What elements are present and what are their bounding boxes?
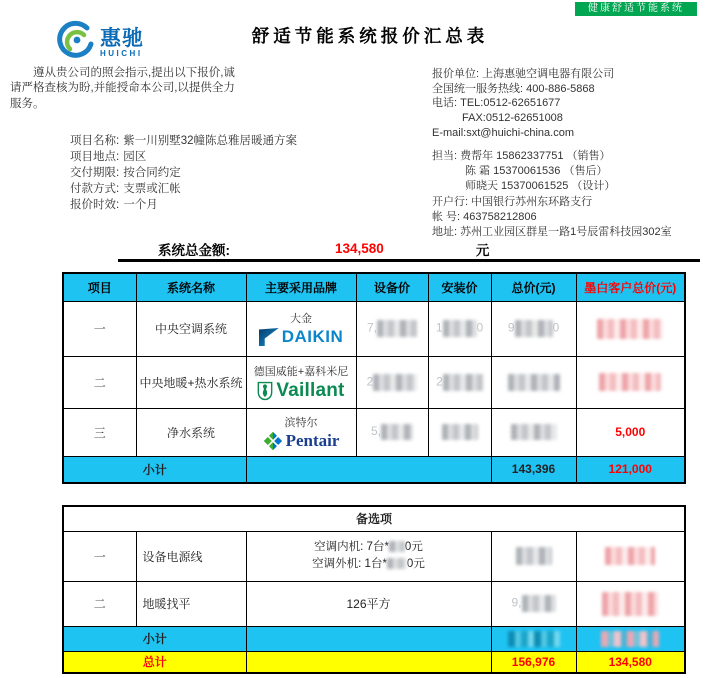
- subtotal-spacer: [246, 626, 491, 651]
- delivery-term-row: [70, 165, 297, 181]
- total-price-masked: [491, 356, 576, 408]
- project-location-row: [70, 149, 297, 165]
- brand-caption: 滨特尔: [284, 416, 318, 429]
- masked-value: [597, 319, 663, 339]
- device-price-masked: [356, 408, 428, 456]
- desc-line-indoor: [247, 539, 491, 556]
- table-row-hvac: [63, 301, 685, 356]
- masked-value: [508, 631, 560, 647]
- options-row-leveling: [63, 581, 685, 626]
- install-price-masked: [428, 356, 491, 408]
- masked-value: [373, 374, 417, 391]
- telephone: 电话: TEL:0512-62651677: [432, 97, 561, 110]
- project-info: [70, 133, 297, 213]
- daikin-wordmark: DAIKIN: [281, 327, 344, 346]
- options-title-row: [63, 506, 685, 531]
- system-total-strip: [118, 238, 700, 262]
- quote-validity-row: [70, 197, 297, 213]
- client-price-masked: [576, 581, 685, 626]
- table-header-row: [63, 273, 685, 301]
- system-name: 中央地暖+热水系统: [136, 356, 246, 408]
- account-number: 帐 号: 463758212806: [432, 210, 537, 223]
- health-banner: 健康舒适节能系统: [575, 2, 697, 16]
- price-fragment: 9: [507, 320, 515, 335]
- masked-value: [443, 320, 477, 337]
- company-address: 地址: 苏州工业园区群星一路1号辰雷科技园302室: [432, 225, 672, 238]
- device-price-masked: [356, 301, 428, 356]
- subtotal-client-total: 121,000: [576, 456, 685, 483]
- options-table: [62, 505, 686, 674]
- huichi-logo: [56, 20, 144, 65]
- client-price-masked: [576, 301, 685, 356]
- system-name: 净水系统: [136, 408, 246, 456]
- field-label: 付款方式:: [70, 183, 120, 196]
- bank-info: 开户行: 中国银行苏州东环路支行: [432, 195, 593, 208]
- contact-info: [432, 149, 672, 240]
- col-header-device-price: 设备价: [356, 273, 428, 301]
- col-header-brand: 主要采用品牌: [246, 273, 356, 301]
- client-price-masked: [576, 531, 685, 581]
- subtotal-client-masked: [576, 626, 685, 651]
- total-amount-label: 系统总金额:: [158, 242, 230, 258]
- brand-caption: 大金: [290, 313, 312, 325]
- vaillant-wordmark: Vaillant: [276, 379, 345, 401]
- desc-line-outdoor: [247, 556, 491, 573]
- price-fragment: 2: [436, 374, 443, 389]
- col-header-item: 项目: [63, 273, 136, 301]
- project-name-row: [70, 133, 297, 149]
- desc-text: 空调内机: 7台*: [314, 540, 389, 553]
- contact-sales: 担当: 费帮年 15862337751 （销售）: [432, 150, 611, 162]
- service-hotline: 全国统一服务热线: 400-886-5868: [432, 82, 595, 95]
- device-price-masked: [356, 356, 428, 408]
- options-subtotal-row: [63, 626, 685, 651]
- subtotal-label: 小计: [63, 456, 246, 483]
- grand-total-row: [63, 651, 685, 673]
- row-no: 一: [63, 301, 136, 356]
- field-value: 一个月: [123, 199, 158, 212]
- masked-value: [599, 373, 661, 391]
- company-info: [432, 67, 614, 140]
- total-price-masked: [491, 408, 576, 456]
- masked-value: [508, 374, 560, 391]
- total-price-masked: [491, 301, 576, 356]
- subtotal-total: 143,396: [491, 456, 576, 483]
- option-description: 126平方: [246, 581, 491, 626]
- option-description: [246, 531, 491, 581]
- intro-paragraph: 遵从贵公司的照会指示,提出以下报价,诚请严格查核为盼,并能授命本公司,以提供全力服务。: [10, 67, 235, 110]
- grand-total-client-value: 134,580: [576, 651, 685, 673]
- email: E-mail:sxt@huichi-china.com: [432, 126, 574, 139]
- brand-cell-vaillant: [246, 356, 356, 408]
- total-amount-unit: 元: [475, 242, 490, 258]
- masked-value: [601, 631, 659, 647]
- grand-total-spacer: [246, 651, 491, 673]
- col-header-install-price: 安装价: [428, 273, 491, 301]
- brand-caption: 德国威能+嘉科米尼: [253, 365, 349, 378]
- field-label: 项目名称:: [70, 135, 120, 147]
- subtotal-label: 小计: [63, 626, 246, 651]
- price-fragment: 2: [366, 374, 374, 389]
- row-no: 二: [63, 581, 136, 626]
- field-label: 交付期限:: [70, 167, 120, 180]
- masked-value: [522, 595, 556, 612]
- masked-value: [389, 541, 405, 552]
- field-value: 支票或汇帐: [123, 183, 181, 196]
- main-quotation-table: [62, 272, 686, 484]
- install-price-masked: [428, 408, 491, 456]
- masked-value: [515, 320, 553, 337]
- brand-cell-pentair: [246, 408, 356, 456]
- col-header-total: 总价(元): [491, 273, 576, 301]
- field-value: 按合同约定: [123, 167, 181, 180]
- vaillant-shield-icon: [257, 381, 273, 401]
- quoting-company: 报价单位: 上海惠驰空调电器有限公司: [432, 68, 615, 80]
- col-header-client-total: 墨白客户总价(元): [576, 273, 685, 301]
- subtotal-spacer: [246, 456, 491, 483]
- price-fragment: 9,: [511, 595, 522, 610]
- row-no: 三: [63, 408, 136, 456]
- options-row-powerline: [63, 531, 685, 581]
- price-fragment: 1: [435, 320, 443, 335]
- price-fragment: 0: [552, 320, 560, 335]
- pentair-logo: [247, 431, 356, 451]
- field-value: 园区: [123, 151, 147, 164]
- logo-english-name: HUICHI: [100, 48, 143, 58]
- masked-value: [602, 592, 658, 616]
- masked-value: [443, 374, 483, 391]
- option-name: 地暖找平: [136, 581, 246, 626]
- logo-chinese-name: 惠驰: [100, 26, 144, 50]
- price-fragment: 0: [476, 320, 484, 335]
- client-price-value: 5,000: [576, 408, 685, 456]
- brand-cell-daikin: [246, 301, 356, 356]
- subtotal-total-masked: [491, 626, 576, 651]
- page-title: 舒适节能系统报价汇总表: [251, 26, 489, 46]
- price-fragment: 7,: [366, 320, 377, 335]
- option-name: 设备电源线: [136, 531, 246, 581]
- masked-value: [511, 424, 557, 440]
- pentair-diamond-icon: [263, 431, 283, 451]
- options-title: 备选项: [63, 506, 685, 531]
- masked-value: [387, 558, 407, 569]
- total-price-masked: [491, 581, 576, 626]
- masked-value: [605, 547, 655, 565]
- desc-text: 空调外机: 1台*: [312, 558, 387, 570]
- install-price-masked: [428, 301, 491, 356]
- contact-aftersales: 陈 霜 15370061536 （售后）: [465, 165, 608, 178]
- subtotal-row: [63, 456, 685, 483]
- masked-value: [377, 320, 417, 337]
- fax: FAX:0512-62651008: [462, 111, 563, 124]
- row-no: 二: [63, 356, 136, 408]
- huichi-swirl-icon: [56, 20, 96, 65]
- daikin-flag-icon: [259, 328, 279, 346]
- masked-value: [381, 424, 413, 440]
- table-row-waterpurify: [63, 408, 685, 456]
- grand-total-value: 156,976: [491, 651, 576, 673]
- daikin-logo: [247, 327, 356, 347]
- contact-design: 师晓天 15370061525 （设计）: [465, 180, 616, 193]
- price-fragment: 5,: [370, 424, 381, 439]
- field-label: 报价时效:: [70, 199, 120, 212]
- vaillant-logo: [247, 380, 356, 402]
- col-header-system: 系统名称: [136, 273, 246, 301]
- grand-total-label: 总计: [63, 651, 246, 673]
- field-label: 项目地点:: [70, 151, 120, 164]
- table-row-floorheating: [63, 356, 685, 408]
- total-price-masked: [491, 531, 576, 581]
- client-price-masked: [576, 356, 685, 408]
- desc-text: 0元: [404, 540, 423, 553]
- desc-text: 0元: [406, 558, 425, 570]
- row-no: 一: [63, 531, 136, 581]
- masked-value: [516, 547, 552, 565]
- masked-value: [442, 424, 478, 440]
- pentair-wordmark: Pentair: [285, 430, 340, 450]
- system-name: 中央空调系统: [136, 301, 246, 356]
- payment-method-row: [70, 181, 297, 197]
- field-value: 紫一川别墅32幢陈总雅居暖通方案: [123, 135, 297, 147]
- total-amount-value: 134,580: [335, 241, 384, 256]
